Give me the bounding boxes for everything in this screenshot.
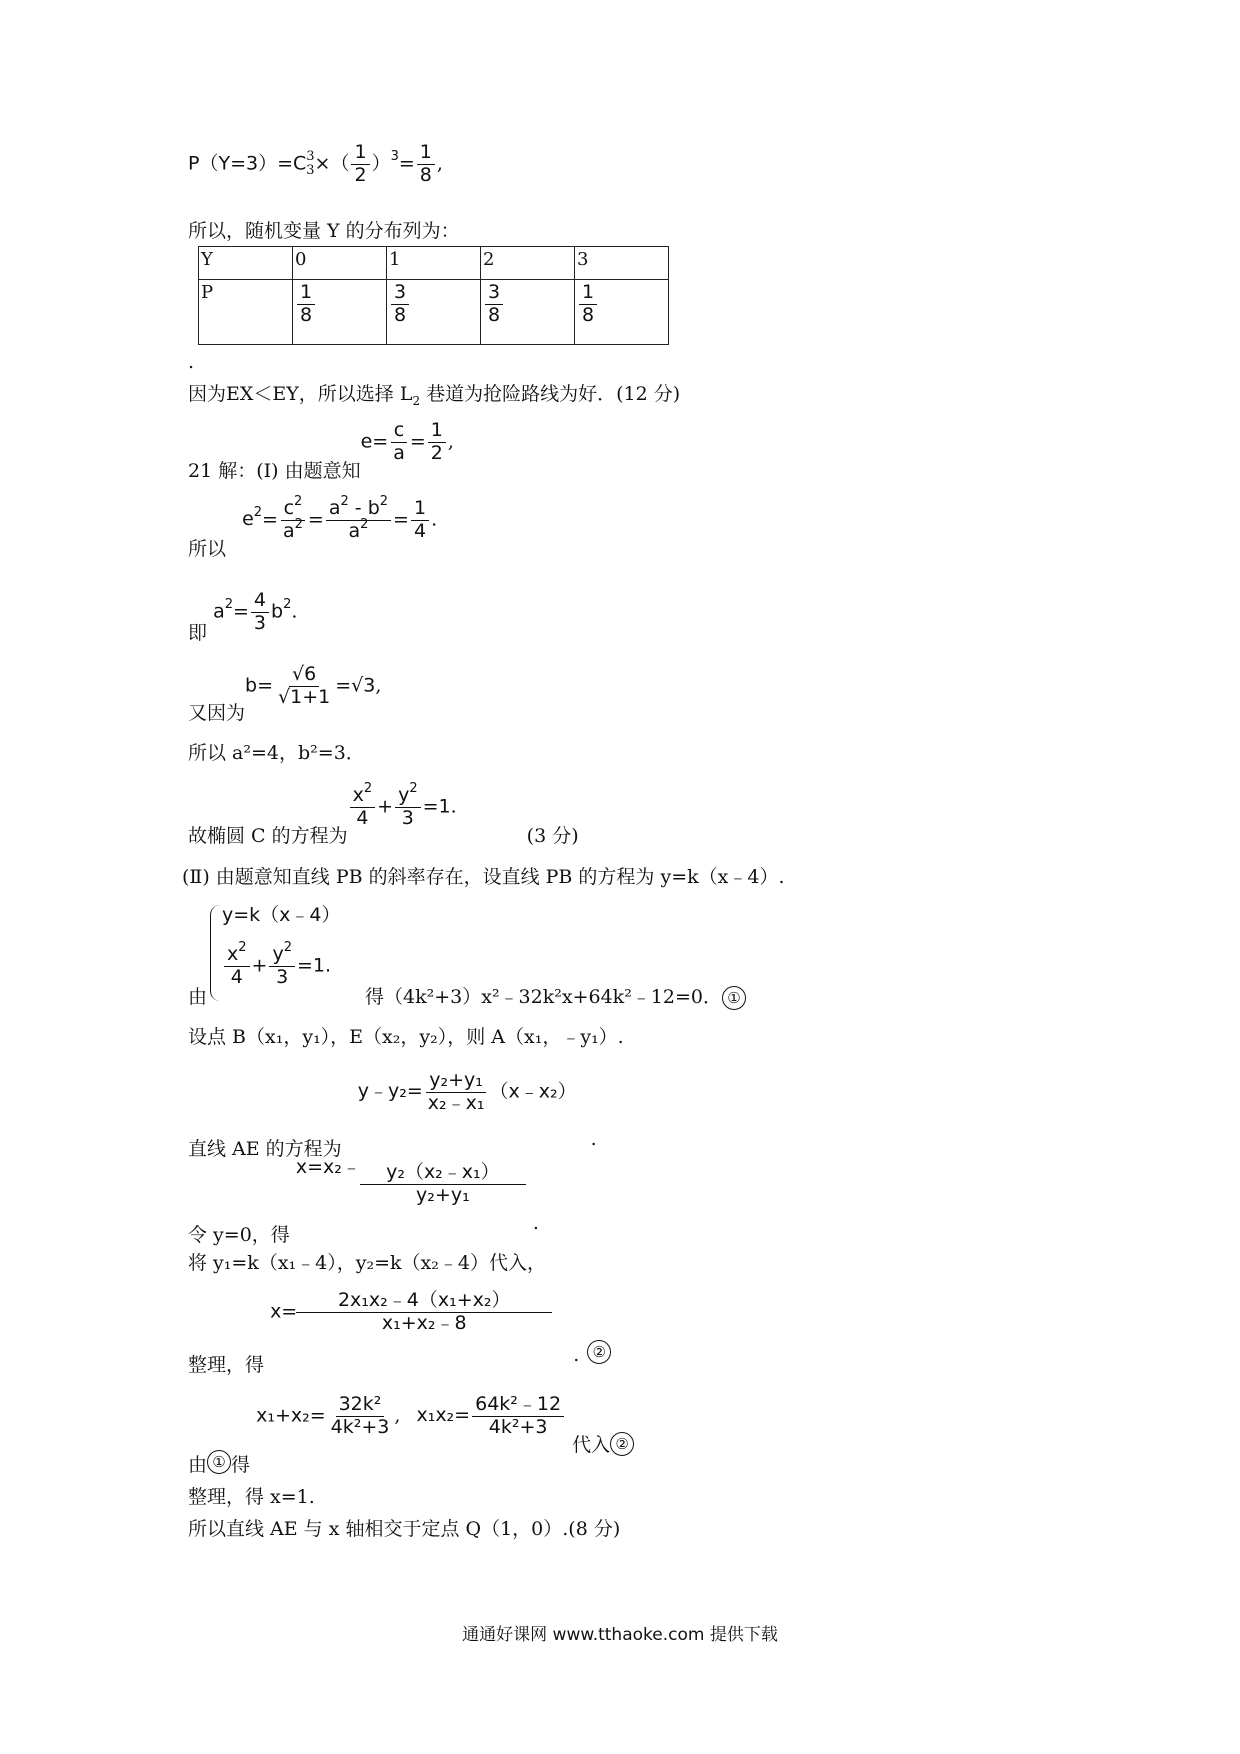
ling-line: 令 y=0，得 x=x₂﹣ $\frac{\text{y₂（x₂﹣x₁）}}{\text{y₂+y₁}}$ . xyxy=(188,1156,539,1247)
circled-two: ② xyxy=(587,1340,611,1364)
table-cell: 0 xyxy=(293,247,387,280)
table-cell: 1 xyxy=(387,247,481,280)
x-equals-one: 整理，得 x=1. xyxy=(188,1486,315,1508)
table-cell: 2 xyxy=(481,247,575,280)
suoyi-ab-line: 所以 a²=4，b²=3． xyxy=(188,742,365,764)
table-cell: $\frac{3}{8}$ xyxy=(387,280,481,345)
system-eq2: $\frac{x^2}{4}$ + $\frac{y^2}{3}$ =1. xyxy=(222,944,331,989)
table-cell: $\frac{3}{8}$ xyxy=(481,280,575,345)
py3-formula: P（Y=3）=C 3 3 ×（ $\frac{1}{2}$ ）$^3$= $\frac{1}{8}$ , xyxy=(188,141,443,186)
ellipse-line: 故椭圆 C 的方程为 $\frac{x^2}{4}$ + $\frac{y^2}{3}$ =1.(3 分) xyxy=(188,781,579,848)
suoyi-e2-line: 所以 $e^2=$ $\frac{c^2}{a^2}$ = $\frac{a^2 - b^2}{a^2}$ = $\frac{1}{4}$ . xyxy=(188,494,438,561)
fraction-half: $\frac{1}{2}$ xyxy=(351,142,369,187)
table-row xyxy=(199,280,669,345)
fraction-result: $\frac{1}{8}$ xyxy=(417,142,435,187)
footer-credit: 通通好课网 www.tthaoke.com 提供下载 xyxy=(462,1625,778,1645)
system-you: 由 xyxy=(188,986,208,1008)
system-brace xyxy=(210,905,221,1001)
table-end-dot: . xyxy=(188,351,195,373)
youyi-line: 由 ① 得 x₁+x₂= $\frac{\text{32k²}}{\text{4k²+3}}$ , x₁x₂= $\frac{\text{64k²﹣12}}{\text{4k²+3}}$ 代入 ② xyxy=(188,1394,634,1439)
ae-line: 直线 AE 的方程为 y﹣y₂= $\frac{\text{y₂+y₁}}{\text{x₂﹣x₁}}$ （x﹣x₂）. xyxy=(188,1069,597,1161)
zhengli-line: 整理，得 x= $\frac{\text{2x₁x₂﹣4（x₁+x₂）}}{\text{x₁+x₂﹣8}}$ . ② xyxy=(188,1290,611,1335)
system-result: 得（4k²+3）x²﹣32k²x+64k²﹣12=0． ① xyxy=(365,986,746,1010)
points-line: 设点 B（x₁，y₁），E（x₂，y₂），则 A（x₁，﹣y₁）. xyxy=(188,1026,624,1048)
final-line: 所以直线 AE 与 x 轴相交于定点 Q（1，0）.(8 分) xyxy=(188,1518,621,1540)
table-cell: $\frac{1}{8}$ xyxy=(293,280,387,345)
table-row xyxy=(199,247,669,280)
table-cell: Y xyxy=(199,247,293,280)
conclusion-line: 因为EX＜EY，所以选择 $L_2$ 巷道为抢险路线为好．(12 分) xyxy=(188,383,681,408)
youyin-line: 又因为b= $\frac{√6}{√1+1}$ =√3, xyxy=(188,663,382,725)
distribution-intro: 所以，随机变量 Y 的分布列为： xyxy=(188,220,460,242)
jiang-line: 将 y₁=k（x₁﹣4），y₂=k（x₂﹣4）代入， xyxy=(188,1252,546,1274)
distribution-table xyxy=(198,246,669,345)
q21-line: 21 解：(Ⅰ) 由题意知e= $\frac{c}{a}$ = $\frac{1}{2}$ , xyxy=(188,419,454,483)
table-cell: $\frac{1}{8}$ xyxy=(575,280,669,345)
ji-line: 即 $a^2=$ $\frac{4}{3}$ $b^2$. xyxy=(188,589,298,645)
circled-one: ① xyxy=(722,986,746,1010)
system-eq1: y=k（x﹣4） xyxy=(222,904,341,926)
table-cell: P xyxy=(199,280,293,345)
part2-line: (Ⅱ) 由题意知直线 PB 的斜率存在，设直线 PB 的方程为 y=k（x﹣4）. xyxy=(182,866,785,888)
table-cell: 3 xyxy=(575,247,669,280)
